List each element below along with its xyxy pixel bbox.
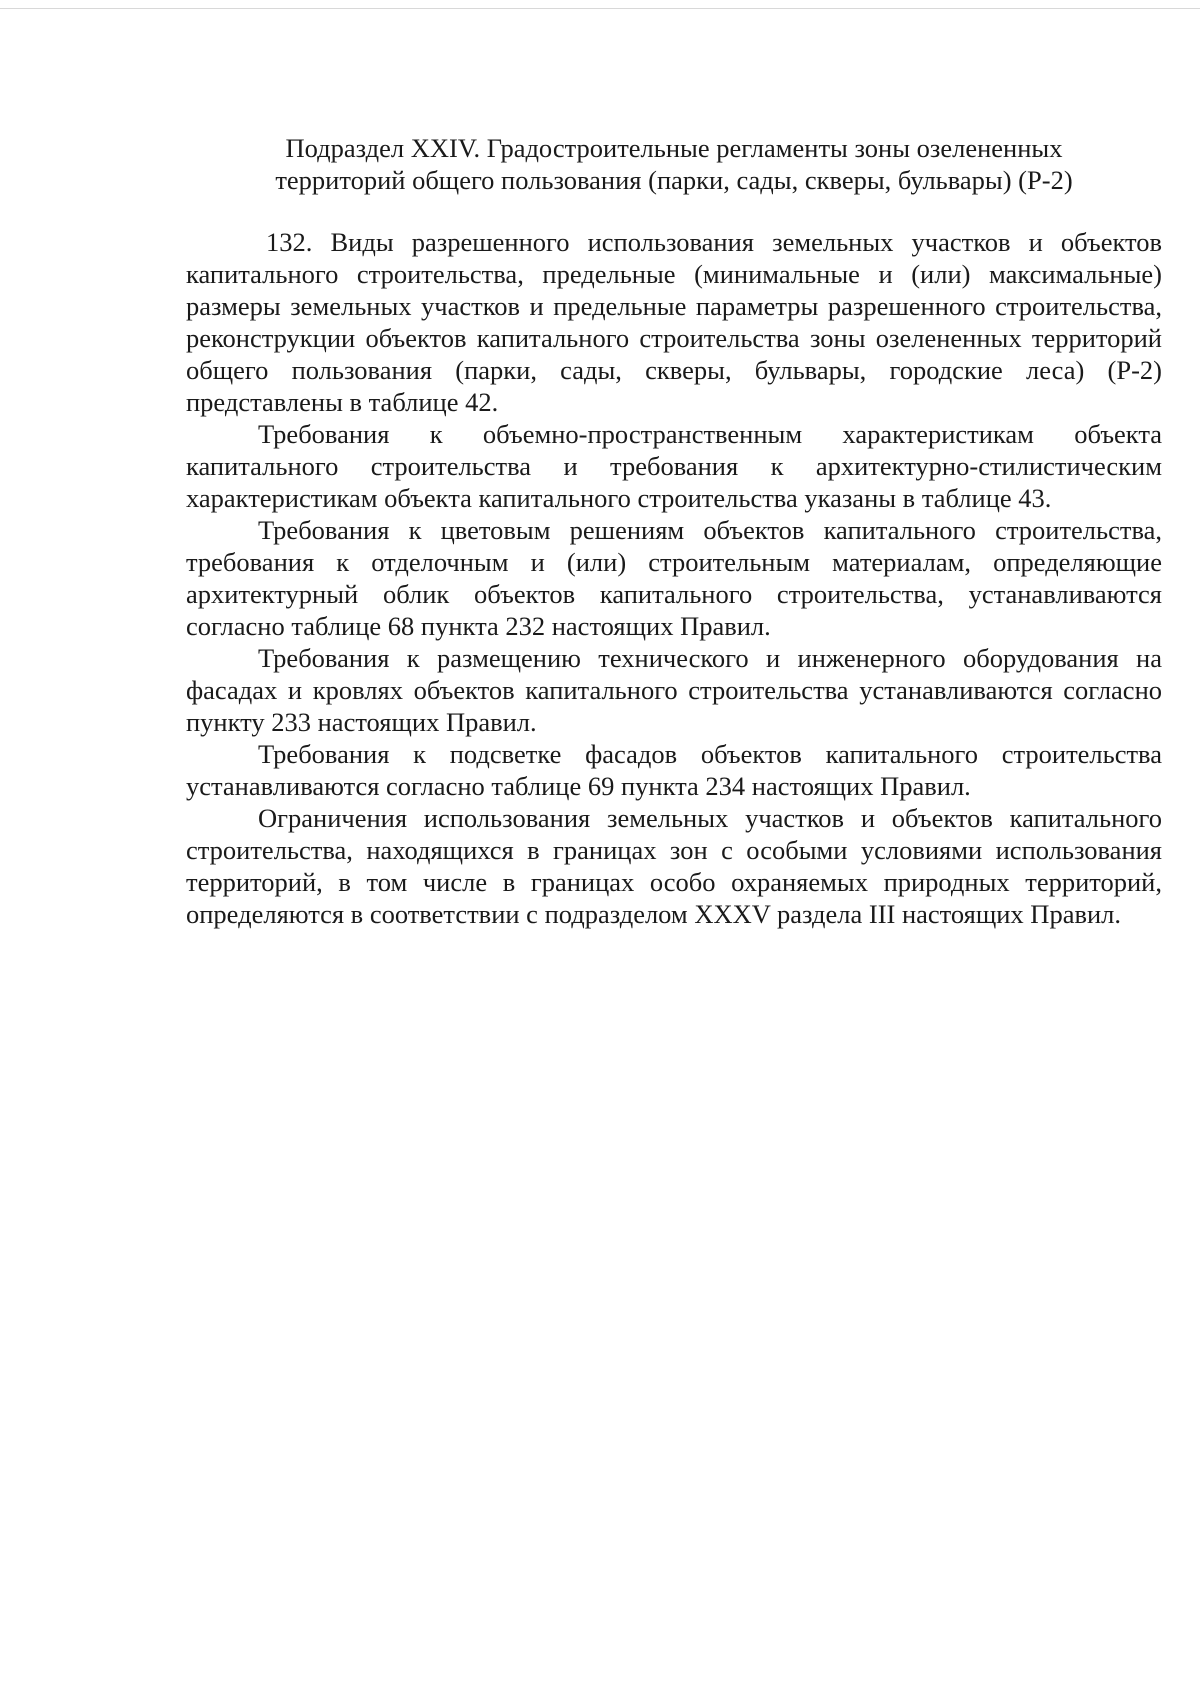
section-heading-line-2: территорий общего пользования (парки, сады, скверы, бульвары) (Р-2): [275, 165, 1073, 195]
paragraph-equipment-requirements: Требования к размещению технического и инженерного оборудования на фасадах и кровлях объектов капитального строительства устанавливаются согласно пункту 233 настоящих Правил.: [186, 643, 1162, 737]
paragraph-usage-restrictions: Ограничения использования земельных участков и объектов капитального строительства, находящихся в границах зон с особыми условиями использования территорий, в том числе в границах особо охраняемых природных территорий, определяются в соответствии с подразделом XXXV раздела III настоящих Правил.: [186, 803, 1162, 929]
section-heading: [186, 132, 1162, 196]
paragraph-132: 132. Виды разрешенного использования земельных участков и объектов капитального строительства, предельные (минимальные и (или) максимальные) размеры земельных участков и предельные параметры разрешенного строительства, реконструкции объектов капитального строительства зоны озелененных территорий общего пользования (парки, сады, скверы, бульвары, городские леса) (Р-2) представлены в таблице 42.: [186, 227, 1162, 417]
paragraph-volume-requirements: Требования к объемно-пространственным характеристикам объекта капитального строительства и требования к архитектурно-стилистическим характеристикам объекта капитального строительства указаны в таблице 43.: [186, 419, 1162, 513]
document-body: [186, 132, 1162, 930]
paragraph-lighting-requirements: Требования к подсветке фасадов объектов капитального строительства устанавливаются согласно таблице 69 пункта 234 настоящих Правил.: [186, 739, 1162, 801]
section-heading-line-1: Подраздел XXIV. Градостроительные регламенты зоны озелененных: [285, 133, 1063, 163]
scan-edge-line: [0, 8, 1200, 9]
paragraph-color-requirements: Требования к цветовым решениям объектов капитального строительства, требования к отделочным и (или) строительным материалам, определяющие архитектурный облик объектов капитального строительства, устанавливаются согласно таблице 68 пункта 232 настоящих Правил.: [186, 515, 1162, 641]
